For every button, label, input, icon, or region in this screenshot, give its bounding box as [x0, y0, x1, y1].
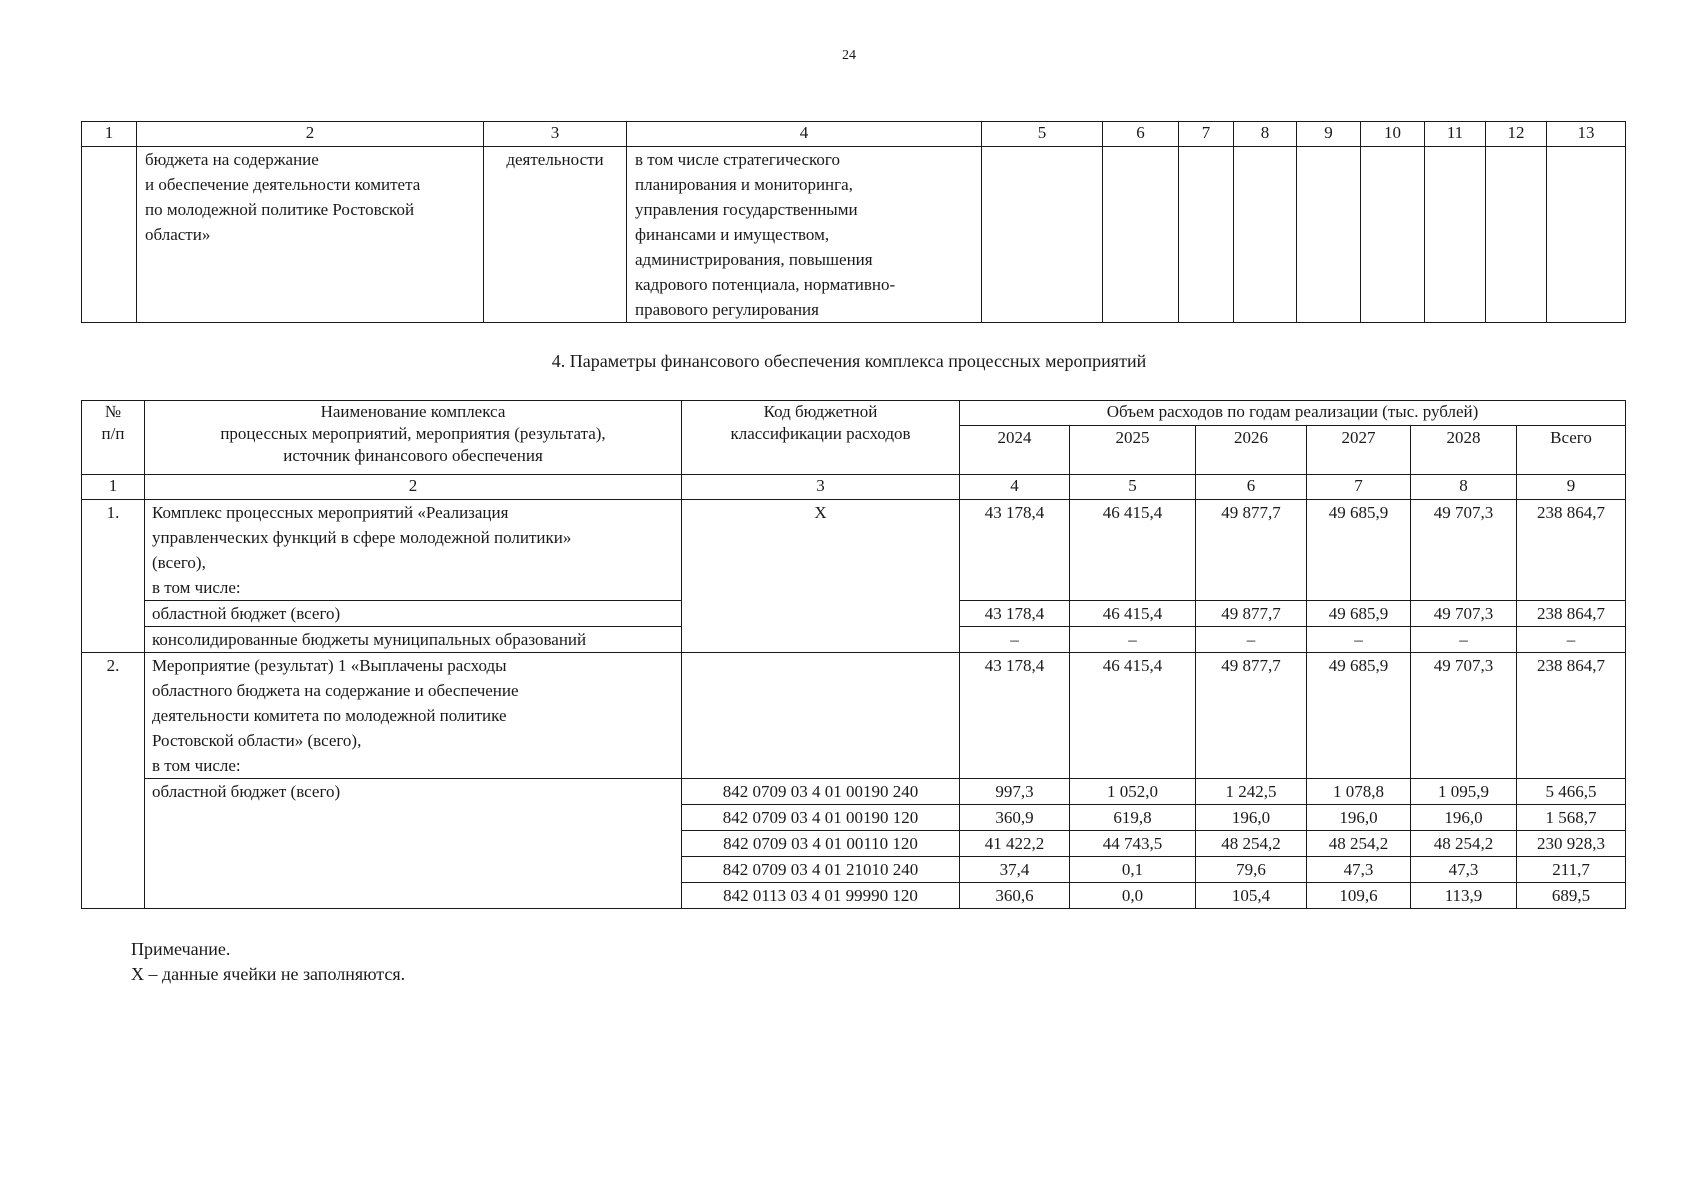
- column-number: 2: [137, 122, 484, 147]
- header-line: Наименование комплекса: [320, 402, 506, 421]
- value-cell: –: [1196, 627, 1307, 653]
- text-line: Мероприятие (результат) 1 «Выплачены расходы: [152, 656, 507, 675]
- header-name: [145, 401, 682, 475]
- value-cell: 49 685,9: [1307, 601, 1411, 627]
- table-cell: [627, 147, 982, 323]
- value-cell: 5 466,5: [1517, 779, 1626, 805]
- column-number: 3: [682, 475, 960, 500]
- header-line: классификации расходов: [730, 424, 911, 443]
- value-cell: 46 415,4: [1070, 653, 1196, 779]
- value-cell: 211,7: [1517, 857, 1626, 883]
- text-line: управления государственными: [635, 200, 858, 219]
- value-cell: 46 415,4: [1070, 601, 1196, 627]
- value-cell: 48 254,2: [1196, 831, 1307, 857]
- row-code: [682, 653, 960, 779]
- value-cell: 1 078,8: [1307, 779, 1411, 805]
- value-cell: 49 877,7: [1196, 601, 1307, 627]
- value-cell: –: [1517, 627, 1626, 653]
- text-line: планирования и мониторинга,: [635, 175, 853, 194]
- column-number: 9: [1517, 475, 1626, 500]
- budget-code: 842 0709 03 4 01 00110 120: [682, 831, 960, 857]
- column-number: 9: [1297, 122, 1361, 147]
- text-line: кадрового потенциала, нормативно-: [635, 275, 896, 294]
- table-cell: [1547, 147, 1626, 323]
- value-cell: 37,4: [960, 857, 1070, 883]
- table-cell: [82, 147, 137, 323]
- column-number: 13: [1547, 122, 1626, 147]
- note: [131, 937, 405, 987]
- row-number: 1.: [82, 500, 145, 653]
- value-cell: 49 707,3: [1411, 653, 1517, 779]
- table-cell: [1486, 147, 1547, 323]
- text-line: областного бюджета на содержание и обеспечение: [152, 681, 519, 700]
- text-line: деятельности комитета по молодежной политике: [152, 706, 507, 725]
- value-cell: 49 877,7: [1196, 653, 1307, 779]
- text-line: по молодежной политике Ростовской: [145, 200, 415, 219]
- header-line: п/п: [101, 424, 125, 443]
- header-year: 2026: [1196, 426, 1307, 475]
- text-line: (всего),: [152, 553, 206, 572]
- header-row: [82, 401, 1626, 426]
- value-cell: 105,4: [1196, 883, 1307, 909]
- table-cell: [1361, 147, 1425, 323]
- value-cell: 196,0: [1411, 805, 1517, 831]
- text-line: бюджета на содержание: [145, 150, 319, 169]
- table-cell: деятельности: [484, 147, 627, 323]
- row-code: X: [682, 500, 960, 653]
- value-cell: 43 178,4: [960, 500, 1070, 601]
- text-line: правового регулирования: [635, 300, 819, 319]
- table-cell: [982, 147, 1103, 323]
- value-cell: 689,5: [1517, 883, 1626, 909]
- text-line: области»: [145, 225, 211, 244]
- text-line: в том числе:: [152, 578, 241, 597]
- column-number: 12: [1486, 122, 1547, 147]
- table-cell: [1425, 147, 1486, 323]
- column-number: 8: [1234, 122, 1297, 147]
- header-line: Код бюджетной: [763, 402, 878, 421]
- column-number: 7: [1307, 475, 1411, 500]
- column-number: 4: [960, 475, 1070, 500]
- column-number: 1: [82, 122, 137, 147]
- value-cell: 360,6: [960, 883, 1070, 909]
- column-numbers-row: [82, 475, 1626, 500]
- text-line: управленческих функций в сфере молодежной политики»: [152, 528, 572, 547]
- budget-code: 842 0113 03 4 01 99990 120: [682, 883, 960, 909]
- value-cell: 0,0: [1070, 883, 1196, 909]
- value-cell: 49 685,9: [1307, 653, 1411, 779]
- row-number: 2.: [82, 653, 145, 909]
- row-name: областной бюджет (всего): [145, 601, 682, 627]
- column-number: 6: [1103, 122, 1179, 147]
- value-cell: 1 242,5: [1196, 779, 1307, 805]
- header-line: процессных мероприятий, мероприятия (результата),: [220, 424, 606, 443]
- header-line: №: [104, 402, 122, 421]
- row-name: [145, 653, 682, 779]
- budget-code: 842 0709 03 4 01 00190 240: [682, 779, 960, 805]
- value-cell: 360,9: [960, 805, 1070, 831]
- value-cell: –: [1411, 627, 1517, 653]
- value-cell: 238 864,7: [1517, 653, 1626, 779]
- text-line: Комплекс процессных мероприятий «Реализация: [152, 503, 509, 522]
- value-cell: 0,1: [1070, 857, 1196, 883]
- note-title: Примечание.: [131, 939, 231, 959]
- value-cell: 48 254,2: [1411, 831, 1517, 857]
- column-number: 10: [1361, 122, 1425, 147]
- header-year: 2024: [960, 426, 1070, 475]
- column-number: 11: [1425, 122, 1486, 147]
- table-row: [82, 147, 1626, 323]
- header-number: [82, 401, 145, 475]
- row-name: областной бюджет (всего): [145, 779, 682, 909]
- value-cell: 619,8: [1070, 805, 1196, 831]
- row-name: [145, 500, 682, 601]
- table-cell: [1103, 147, 1179, 323]
- column-number: 1: [82, 475, 145, 500]
- value-cell: 47,3: [1307, 857, 1411, 883]
- value-cell: 113,9: [1411, 883, 1517, 909]
- value-cell: 44 743,5: [1070, 831, 1196, 857]
- table-cell: [1234, 147, 1297, 323]
- header-total: Всего: [1517, 426, 1626, 475]
- value-cell: 43 178,4: [960, 653, 1070, 779]
- value-cell: 1 095,9: [1411, 779, 1517, 805]
- value-cell: –: [960, 627, 1070, 653]
- budget-code: 842 0709 03 4 01 21010 240: [682, 857, 960, 883]
- header-year: 2025: [1070, 426, 1196, 475]
- text-line: и обеспечение деятельности комитета: [145, 175, 421, 194]
- value-cell: 49 877,7: [1196, 500, 1307, 601]
- value-cell: 46 415,4: [1070, 500, 1196, 601]
- column-number: 8: [1411, 475, 1517, 500]
- text-line: в том числе:: [152, 756, 241, 775]
- value-cell: –: [1307, 627, 1411, 653]
- text-line: финансами и имуществом,: [635, 225, 830, 244]
- header-volume: Объем расходов по годам реализации (тыс. рублей): [960, 401, 1626, 426]
- page-number: 24: [842, 48, 856, 63]
- column-number: 6: [1196, 475, 1307, 500]
- table-cell: [137, 147, 484, 323]
- header-line: источник финансового обеспечения: [283, 446, 543, 465]
- value-cell: 48 254,2: [1307, 831, 1411, 857]
- column-number: 5: [1070, 475, 1196, 500]
- value-cell: 47,3: [1411, 857, 1517, 883]
- text-line: Ростовской области» (всего),: [152, 731, 362, 750]
- value-cell: 196,0: [1307, 805, 1411, 831]
- continuation-table: [81, 121, 1626, 323]
- column-number: 7: [1179, 122, 1234, 147]
- value-cell: –: [1070, 627, 1196, 653]
- value-cell: 79,6: [1196, 857, 1307, 883]
- value-cell: 49 707,3: [1411, 601, 1517, 627]
- budget-code: 842 0709 03 4 01 00190 120: [682, 805, 960, 831]
- header-year: 2027: [1307, 426, 1411, 475]
- column-number: 3: [484, 122, 627, 147]
- value-cell: 238 864,7: [1517, 601, 1626, 627]
- value-cell: 49 685,9: [1307, 500, 1411, 601]
- table-row-event: [82, 653, 1626, 779]
- value-cell: 230 928,3: [1517, 831, 1626, 857]
- continuation-table-header: [82, 122, 1626, 147]
- column-number: 2: [145, 475, 682, 500]
- row-name: консолидированные бюджеты муниципальных образований: [145, 627, 682, 653]
- header-year: 2028: [1411, 426, 1517, 475]
- text-line: администрирования, повышения: [635, 250, 873, 269]
- column-number: 4: [627, 122, 982, 147]
- value-cell: 41 422,2: [960, 831, 1070, 857]
- table-row-budget-line: [82, 779, 1626, 805]
- table-row-complex: [82, 500, 1626, 601]
- value-cell: 49 707,3: [1411, 500, 1517, 601]
- table-cell: [1179, 147, 1234, 323]
- note-text: X – данные ячейки не заполняются.: [131, 964, 406, 984]
- value-cell: 109,6: [1307, 883, 1411, 909]
- section-title: 4. Параметры финансового обеспечения комплекса процессных мероприятий: [551, 351, 1147, 371]
- column-number: 5: [982, 122, 1103, 147]
- value-cell: 43 178,4: [960, 601, 1070, 627]
- value-cell: 1 568,7: [1517, 805, 1626, 831]
- value-cell: 997,3: [960, 779, 1070, 805]
- financing-table: [81, 400, 1626, 909]
- value-cell: 238 864,7: [1517, 500, 1626, 601]
- table-cell: [1297, 147, 1361, 323]
- header-code: [682, 401, 960, 475]
- value-cell: 196,0: [1196, 805, 1307, 831]
- text-line: в том числе стратегического: [635, 150, 840, 169]
- value-cell: 1 052,0: [1070, 779, 1196, 805]
